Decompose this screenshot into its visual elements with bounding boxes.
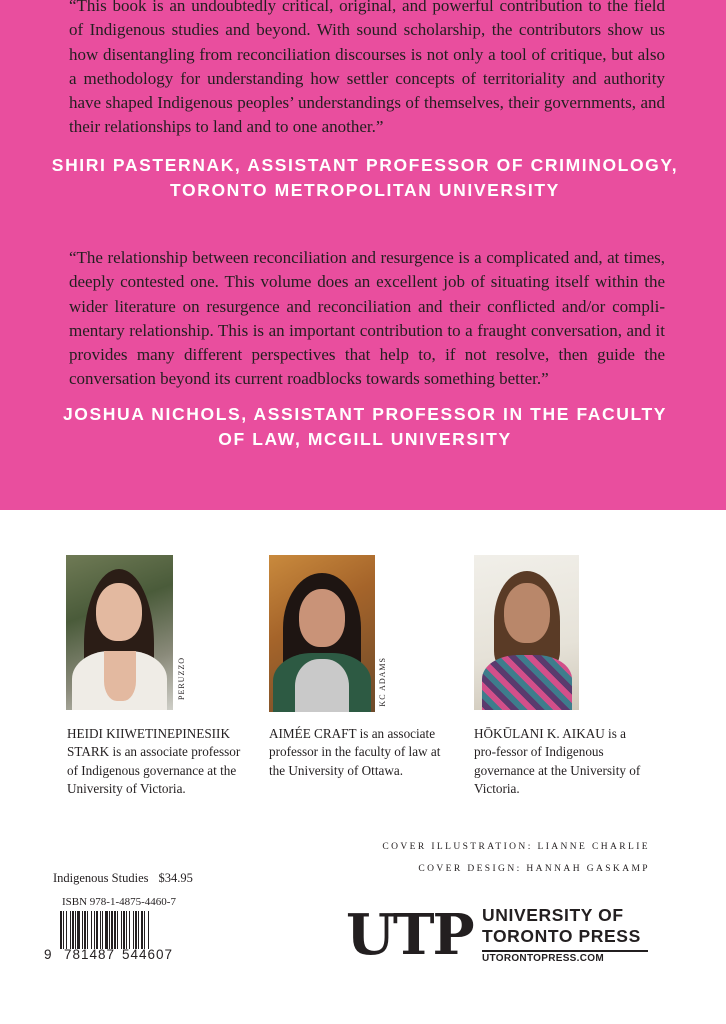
author-photo-stark	[66, 555, 173, 710]
endorsement-attribution-2	[40, 402, 690, 452]
publisher-divider	[482, 950, 648, 952]
barcode-bar	[135, 911, 137, 949]
publisher-name-line-2: TORONTO PRESS	[482, 926, 641, 946]
price: $34.95	[158, 871, 193, 885]
isbn-barcode	[60, 911, 186, 949]
barcode-bar	[87, 911, 88, 949]
barcode-bar	[63, 911, 64, 949]
category-price	[53, 871, 193, 886]
utp-logo: UTP	[346, 902, 473, 968]
subject-category: Indigenous Studies	[53, 871, 149, 885]
photo-credit-kc-adams: KC ADAMS	[378, 657, 387, 707]
barcode-bar	[144, 911, 145, 949]
barcode-bar	[121, 911, 122, 949]
attribution-1-line-1: SHIRI PASTERNAK, ASSISTANT PROFESSOR OF CRIMINOLOGY,	[51, 155, 679, 175]
barcode-bar	[96, 911, 98, 949]
barcode-bar	[91, 911, 92, 949]
barcode-bar	[105, 911, 108, 949]
author-bio-craft: AIMÉE CRAFT is an associate professor in the faculty of law at the University of Ottawa.	[269, 726, 441, 778]
barcode-bar	[66, 911, 67, 949]
barcode-bar	[138, 911, 139, 949]
barcode-bar	[72, 911, 74, 949]
barcode-bar	[70, 911, 71, 949]
barcode-bar	[102, 911, 103, 949]
isbn: ISBN 978-1-4875-4460-7	[62, 896, 176, 908]
publisher-name	[482, 905, 641, 947]
attribution-2-line-2: OF LAW, MCGILL UNIVERSITY	[218, 429, 512, 449]
barcode-bar	[84, 911, 86, 949]
author-bio-stark: HEIDI KIIWETINEPINESIIK STARK is an associate professor of Indigenous governance at the University of Victoria.	[67, 726, 241, 796]
attribution-1-line-2: TORONTO METROPOLITAN UNIVERSITY	[170, 180, 560, 200]
barcode-bar	[100, 911, 101, 949]
endorsement-quote-1: “This book is an undoubtedly critical, original, and powerful contribution to the field of Indigenous studies and beyond. With sound scholarship, the contributors show us how disentangling from reconciliation discourses is not only a tool of critique, but also a methodology for understanding how settler concepts of territoriality and authority have shaped Indigenous peoples’ understandings of themselves, their governments, and their relationships to land and to one another.”	[69, 0, 665, 137]
barcode-bar	[141, 911, 143, 949]
barcode-bar	[60, 911, 62, 949]
barcode-bar	[111, 911, 113, 949]
publisher-name-line-1: UNIVERSITY OF	[482, 905, 624, 925]
barcode-bar	[126, 911, 127, 949]
barcode-digit-group-2: 544607	[122, 947, 174, 962]
barcode-bar	[94, 911, 95, 949]
barcode-bar	[77, 911, 80, 949]
barcode-bar	[148, 911, 149, 949]
attribution-2-line-1: JOSHUA NICHOLS, ASSISTANT PROFESSOR IN THE FACULTY	[62, 404, 668, 424]
barcode-bar	[129, 911, 130, 949]
endorsement-attribution-1	[40, 153, 690, 203]
barcode-bar	[133, 911, 134, 949]
barcode-bar	[117, 911, 118, 949]
publisher-url: UTORONTOPRESS.COM	[482, 953, 604, 964]
barcode-bar	[75, 911, 76, 949]
barcode-bar	[123, 911, 125, 949]
barcode-bar	[114, 911, 116, 949]
barcode-digit-first: 9	[44, 947, 52, 962]
cover-design-credit: COVER DESIGN: HANNAH GASKAMP	[418, 864, 650, 874]
author-photo-craft	[269, 555, 375, 712]
author-photo-aikau	[474, 555, 579, 710]
barcode-bar	[82, 911, 83, 949]
barcode-bar	[109, 911, 110, 949]
author-bio-aikau: HŌKŪLANI K. AIKAU is a pro-fessor of Indigenous governance at the University of Victoria.	[474, 726, 641, 796]
barcode-digit-group-1: 781487	[64, 947, 116, 962]
endorsement-quote-2: “The relationship between reconciliation and resurgence is a complicated and, at times, deeply contested one. This volume does an excellent job of situating itself within the wider literature on resurgence and reconciliation and their conflicted and/or compli-mentary relationship. This is an important contribution to a fraught conversation, and it provides many different perspectives that help to, if not resolve, then guide the conversation beyond its current roadblocks towards something better.”	[69, 248, 665, 389]
photo-credit-peruzzo: PERUZZO	[177, 657, 186, 700]
cover-illustration-credit: COVER ILLUSTRATION: LIANNE CHARLIE	[382, 842, 650, 852]
